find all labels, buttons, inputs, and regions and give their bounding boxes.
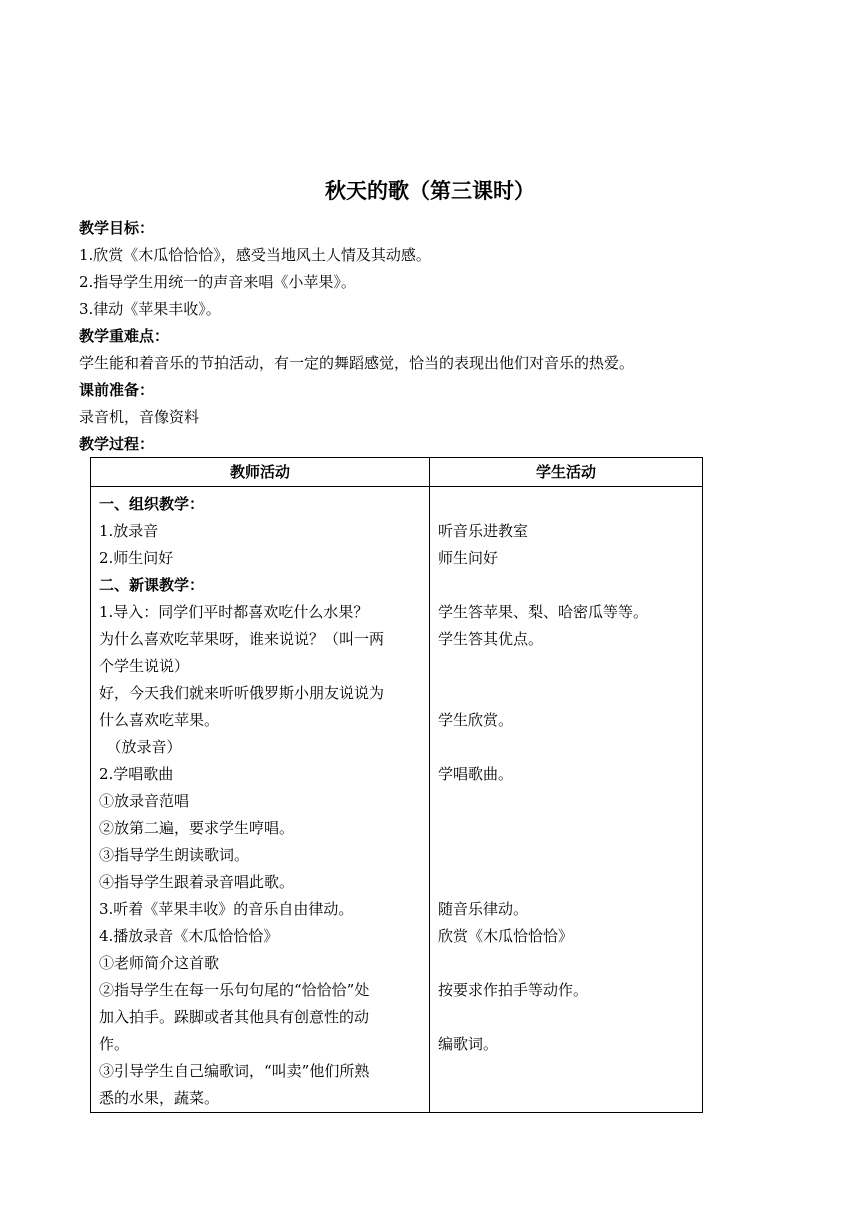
student-line (438, 842, 696, 869)
teacher-line: 作。 (99, 1035, 130, 1053)
process-heading: 教学过程： (79, 435, 155, 453)
objectives-heading: 教学目标： (79, 219, 155, 237)
teacher-line: 什么喜欢吃苹果。 (99, 711, 220, 729)
student-activity-column (430, 487, 702, 1112)
process-table (90, 457, 703, 1113)
student-line (438, 572, 696, 599)
teacher-line: ①老师简介这首歌 (99, 954, 220, 972)
teacher-line: 加入拍手。跺脚或者其他具有创意性的动 (99, 1008, 370, 1026)
preparation-text: 录音机，音像资料 (79, 408, 200, 426)
student-activity-header: 学生活动 (430, 458, 703, 487)
student-line (438, 869, 696, 896)
student-line: 师生问好 (438, 549, 499, 567)
teacher-line: 2.学唱歌曲 (99, 765, 174, 783)
teacher-line: （放录音） (99, 738, 182, 756)
page-title: 秋天的歌（第三课时） (325, 179, 535, 203)
teacher-line: ④指导学生跟着录音唱此歌。 (99, 873, 295, 891)
teacher-line: ②放第二遍，要求学生哼唱。 (99, 819, 295, 837)
teacher-line: 1.导入：同学们平时都喜欢吃什么水果？ (99, 603, 369, 621)
teacher-line: 为什么喜欢吃苹果呀，谁来说说？（叫一两 (99, 630, 385, 648)
student-line: 学生答其优点。 (438, 630, 544, 648)
student-line: 学生答苹果、梨、哈密瓜等等。 (438, 603, 649, 621)
student-line: 按要求作拍手等动作。 (438, 981, 589, 999)
student-line (438, 1058, 696, 1085)
student-line (438, 1085, 696, 1112)
student-line (438, 1004, 696, 1031)
student-line (438, 788, 696, 815)
student-line (438, 734, 696, 761)
student-line (438, 815, 696, 842)
teacher-line: 个学生说说） (99, 657, 190, 675)
student-line (438, 680, 696, 707)
teacher-line: ①放录音范唱 (99, 792, 190, 810)
student-line: 编歌词。 (438, 1035, 499, 1053)
table-header-row (91, 458, 703, 487)
teacher-line: 悉的水果，蔬菜。 (99, 1089, 220, 1107)
student-line: 学生欣赏。 (438, 711, 514, 729)
student-line (438, 491, 696, 518)
preparation-heading: 课前准备： (79, 381, 155, 399)
student-line: 欣赏《木瓜恰恰恰》 (438, 927, 574, 945)
student-line (438, 950, 696, 977)
teacher-activity-header: 教师活动 (91, 458, 430, 487)
objective-item-3: 3.律动《苹果丰收》。 (79, 300, 221, 318)
teacher-line: 2.师生问好 (99, 549, 174, 567)
teacher-line: 4.播放录音《木瓜恰恰恰》 (99, 927, 279, 945)
teacher-line: ③指导学生朗读歌词。 (99, 846, 250, 864)
teacher-line: 3.听着《苹果丰收》的音乐自由律动。 (99, 900, 354, 918)
student-line (438, 653, 696, 680)
objective-item-2: 2.指导学生用统一的声音来唱《小苹果》。 (79, 273, 356, 291)
teacher-line: 好，今天我们就来听听俄罗斯小朋友说说为 (99, 684, 385, 702)
key-points-heading: 教学重难点： (79, 327, 170, 345)
table-row (91, 487, 703, 1113)
teacher-line: ②指导学生在每一乐句句尾的“恰恰恰”处 (99, 981, 370, 999)
teacher-line: 1.放录音 (99, 522, 159, 540)
student-line: 学唱歌曲。 (438, 765, 514, 783)
student-line: 听音乐进教室 (438, 522, 529, 540)
teacher-line: ③引导学生自己编歌词，“叫卖”他们所熟 (99, 1062, 370, 1080)
teacher-line: 二、新课教学： (99, 576, 205, 594)
student-line: 随音乐律动。 (438, 900, 529, 918)
key-points-text: 学生能和着音乐的节拍活动，有一定的舞蹈感觉，恰当的表现出他们对音乐的热爱。 (79, 354, 635, 372)
teacher-activity-column (91, 487, 429, 1112)
objective-item-1: 1.欣赏《木瓜恰恰恰》，感受当地风土人情及其动感。 (79, 246, 431, 264)
teacher-line: 一、组织教学： (99, 495, 205, 513)
